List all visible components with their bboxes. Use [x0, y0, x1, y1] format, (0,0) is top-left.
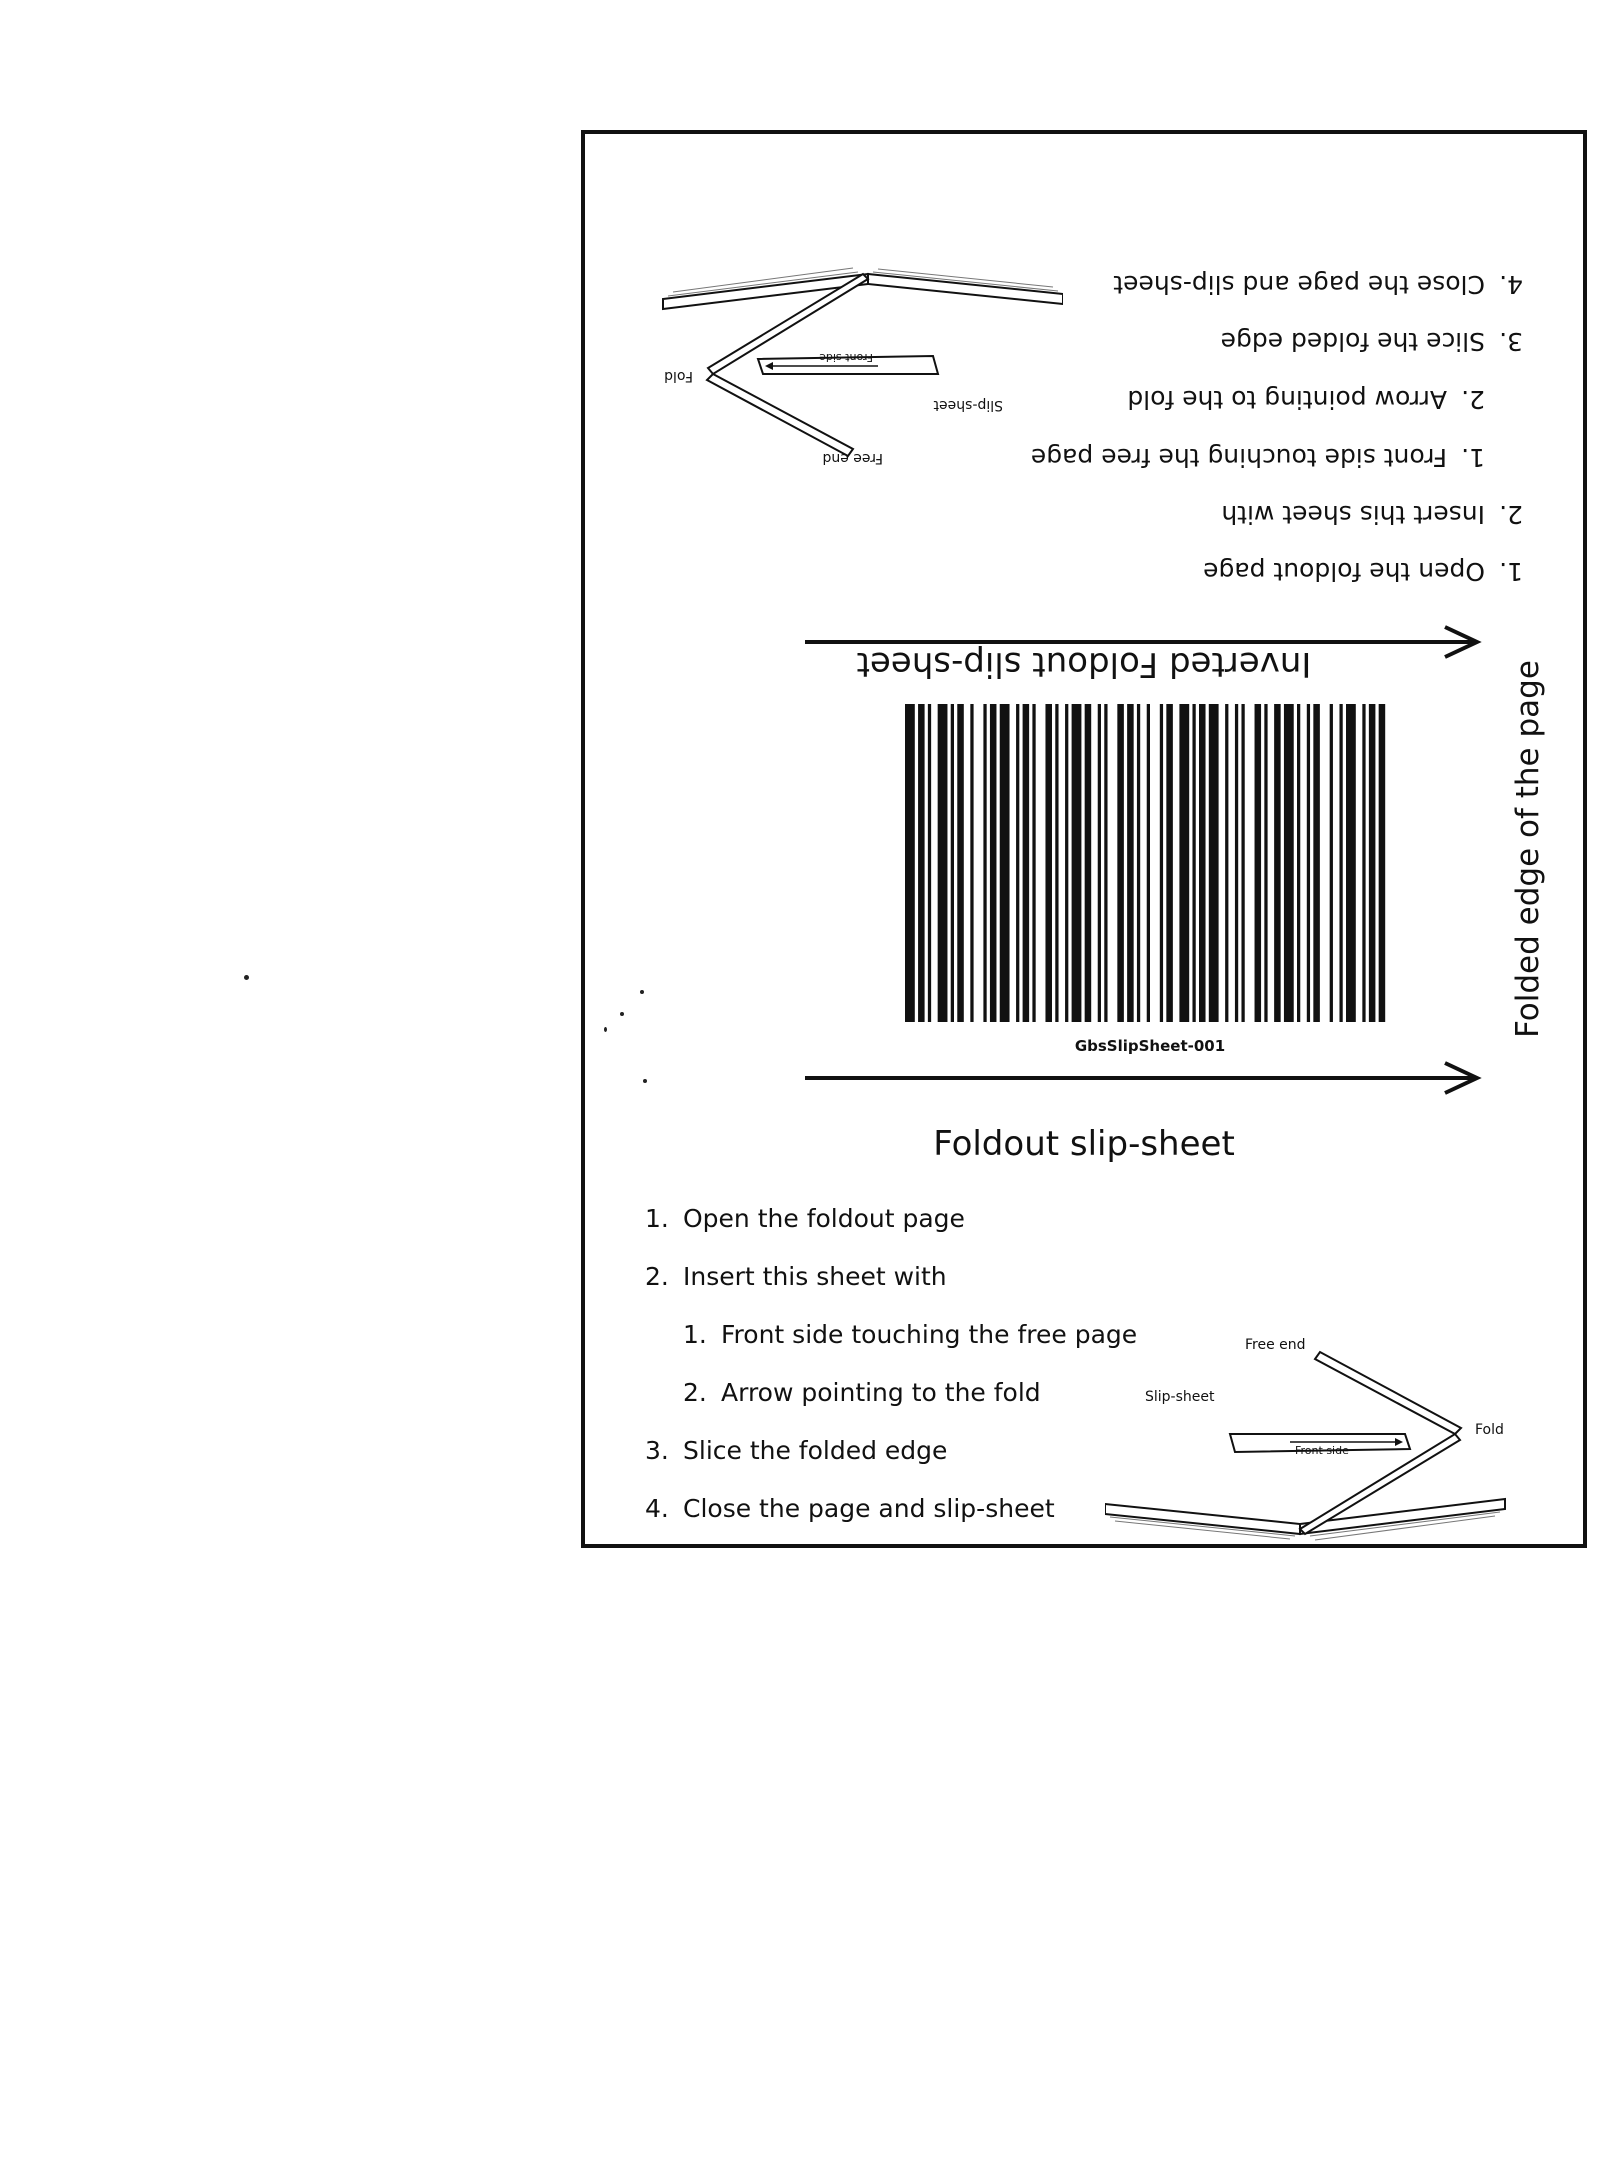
barcode-label: GbsSlipSheet-001: [1074, 1037, 1226, 1055]
barcode-bar: [1045, 704, 1052, 1022]
fold-direction-arrow-icon: [805, 1058, 1485, 1098]
barcode-bar: [957, 704, 964, 1022]
svg-text:Front side: Front side: [1295, 1444, 1349, 1457]
scan-speck: [643, 1079, 647, 1083]
barcode-bar: [938, 704, 948, 1022]
svg-text:Slip-sheet: Slip-sheet: [933, 397, 1003, 413]
list-item: 3.Slice the folded edge: [1220, 327, 1523, 356]
foldout-title: Foldout slip-sheet: [933, 1124, 1235, 1164]
barcode-bar: [1313, 704, 1320, 1022]
fold-direction-arrow-icon: [805, 622, 1485, 662]
barcode-bar: [1379, 704, 1386, 1022]
svg-text:Free end: Free end: [1245, 1337, 1306, 1353]
fold-diagram-icon: [1105, 1324, 1525, 1544]
barcode-bar: [928, 704, 931, 1022]
barcode-bar: [1235, 704, 1238, 1022]
fold-diagram-icon: [643, 254, 1063, 484]
barcode-bar: [1199, 704, 1206, 1022]
list-item: 4.Close the page and slip-sheet: [1113, 270, 1523, 299]
foldout-slip-sheet: [581, 130, 1587, 1548]
barcode-bar: [1160, 704, 1163, 1022]
barcode-bar: [1225, 704, 1228, 1022]
svg-text:Fold: Fold: [1475, 1422, 1504, 1438]
barcode-bar: [1255, 704, 1262, 1022]
list-item: 1.Open the foldout page: [1203, 557, 1523, 586]
scan-speck: [244, 975, 249, 980]
barcode-bar: [1055, 704, 1058, 1022]
svg-text:Front side: Front side: [819, 351, 873, 364]
barcode-bar: [1192, 704, 1195, 1022]
barcode-bar: [918, 704, 925, 1022]
svg-text:Slip-sheet: Slip-sheet: [1145, 1389, 1215, 1405]
barcode-bar: [1000, 704, 1010, 1022]
barcode-bar: [1032, 704, 1035, 1022]
barcode-bar: [1098, 704, 1101, 1022]
list-item: 4. Close the page and slip-sheet: [645, 1494, 1055, 1523]
barcode-bar: [1264, 704, 1267, 1022]
list-item: 1. Open the foldout page: [645, 1204, 965, 1233]
barcode-bar: [1137, 704, 1140, 1022]
scan-speck: [604, 1027, 607, 1032]
barcode-bar: [1104, 704, 1107, 1022]
barcode-bar: [1072, 704, 1082, 1022]
inverted-half: [585, 134, 1583, 694]
barcode-bar: [970, 704, 973, 1022]
barcode-bar: [951, 704, 954, 1022]
barcode-bar: [983, 704, 986, 1022]
barcode-bar: [1307, 704, 1310, 1022]
barcode-bar: [1346, 704, 1356, 1022]
barcode-bar: [1127, 704, 1134, 1022]
barcode-bar: [905, 704, 915, 1022]
barcode-bar: [1297, 704, 1300, 1022]
barcode-bar: [1166, 704, 1173, 1022]
inverted-title: Inverted Foldout slip-sheet: [856, 644, 1312, 684]
barcode-bar: [1085, 704, 1092, 1022]
barcode-bar: [1330, 704, 1333, 1022]
barcode-bar: [1023, 704, 1030, 1022]
barcode-bar: [1016, 704, 1019, 1022]
barcode-bar: [1179, 704, 1189, 1022]
list-item: 3. Slice the folded edge: [645, 1436, 948, 1465]
list-item: 1.Front side touching the free page: [1030, 443, 1485, 472]
barcode-bar: [990, 704, 997, 1022]
list-item: 2.Insert this sheet with: [1221, 500, 1523, 529]
barcode-bar: [1209, 704, 1219, 1022]
barcode-bar: [1065, 704, 1068, 1022]
scan-speck: [640, 990, 644, 994]
folded-edge-label: Folded edge of the page: [1510, 660, 1546, 1038]
upright-half: [585, 1124, 1583, 1548]
barcode-bar: [1284, 704, 1294, 1022]
barcode-bar: [1274, 704, 1281, 1022]
list-item: 2. Arrow pointing to the fold: [683, 1378, 1041, 1407]
barcode-bar: [1147, 704, 1150, 1022]
barcode-bar: [1362, 704, 1365, 1022]
barcode-icon: [905, 704, 1395, 1022]
svg-text:Free end: Free end: [822, 450, 883, 466]
barcode-bar: [1117, 704, 1124, 1022]
list-item: 2. Insert this sheet with: [645, 1262, 947, 1291]
scan-speck: [620, 1012, 624, 1016]
barcode-bar: [1369, 704, 1376, 1022]
list-item: 1. Front side touching the free page: [683, 1320, 1138, 1349]
barcode-bar: [1339, 704, 1342, 1022]
barcode-bar: [1241, 704, 1244, 1022]
list-item: 2.Arrow pointing to the fold: [1127, 385, 1485, 414]
svg-text:Fold: Fold: [664, 368, 693, 384]
